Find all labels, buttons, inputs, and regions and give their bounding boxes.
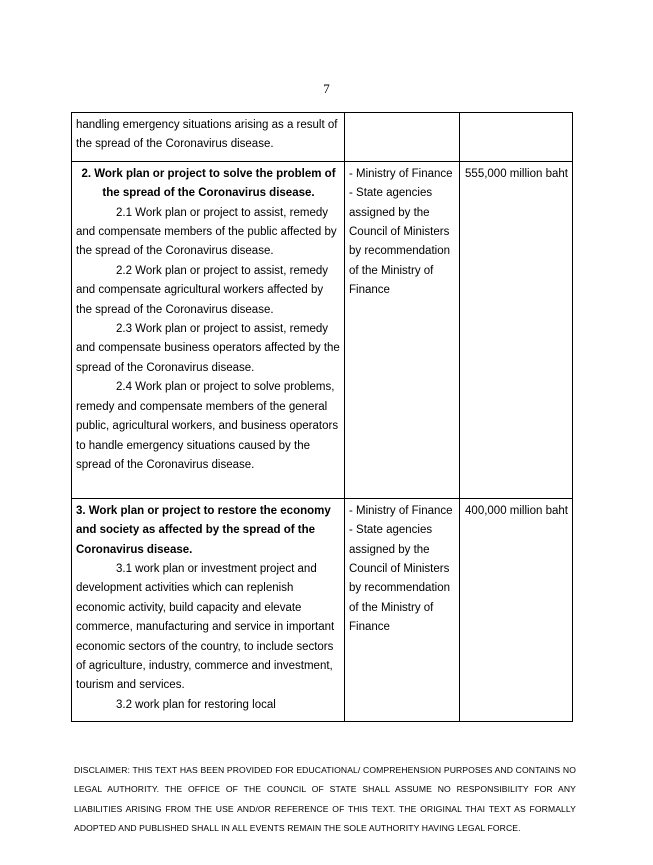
plan-item: 2.3 Work plan or project to assist, remedy and compensate business operators affected by the spread of the Coronavirus disease. [76,323,340,374]
agency-line: - State agencies assigned by the Council of Ministers by recommendation of the Ministry of Finance [349,524,450,634]
agency-cell [345,161,460,498]
disclaimer: DISCLAIMER: THIS TEXT HAS BEEN PROVIDED FOR EDUCATIONAL/ COMPREHENSION PURPOSES AND CONTAINS NO LEGAL AUTHORITY. THE OFFICE OF THE COUNCIL OF STATE SHALL ASSUME NO RESPONSIBILITY FOR ANY LIABILITIES ARISING FROM THE USE AND/OR REFERENCE OF THIS TEXT. THE ORIGINAL THAI TEXT AS FORMALLY ADOPTED AND PUBLISHED SHALL IN ALL EVENTS REMAIN THE SOLE AUTHORITY HAVING LEGAL FORCE. [74,765,576,834]
plan-cell [72,161,345,498]
amount-cell [460,498,573,721]
agency-line: - Ministry of Finance [349,167,453,180]
budget-amount: 555,000 million baht [465,167,568,180]
plan-cell [72,498,345,721]
plan-item: 2.2 Work plan or project to assist, remedy and compensate agricultural workers affected by the spread of the Coronavirus disease. [76,264,328,316]
plan-heading: 3. Work plan or project to restore the economy and society as affected by the spread of the Coronavirus disease. [76,504,331,556]
agency-cell [345,498,460,721]
plan-cell [72,113,345,162]
budget-amount: 400,000 million baht [465,504,568,517]
plan-heading: 2. Work plan or project to solve the problem of the spread of the Coronavirus disease. [81,167,336,200]
agency-line: - State agencies assigned by the Council of Ministers by recommendation of the Ministry of Finance [349,187,450,297]
continued-text: handling emergency situations arising as a result of the spread of the Coronavirus disease. [76,119,338,151]
agency-cell [345,113,460,162]
budget-table [71,112,573,722]
table-row [72,161,573,498]
amount-cell [460,161,573,498]
table-row [72,113,573,162]
plan-item: 3.1 work plan or investment project and development activities which can replenish economic activity, build capacity and elevate commerce, manufacturing and service in important economic sectors of the country, to include sectors of agriculture, industry, commerce and investment, tourism and services. [76,563,335,692]
plan-item: 2.4 Work plan or project to solve problems, remedy and compensate members of the general public, agricultural workers, and business operators to handle emergency situations caused by the spread of the Coronavirus disease. [76,381,339,471]
plan-item: 2.1 Work plan or project to assist, remedy and compensate members of the public affected by the spread of the Coronavirus disease. [76,206,337,258]
plan-item: 3.2 work plan for restoring local [116,698,276,711]
table-row [72,498,573,721]
amount-cell [460,113,573,162]
page-number: 7 [323,81,330,96]
agency-line: - Ministry of Finance [349,504,453,517]
